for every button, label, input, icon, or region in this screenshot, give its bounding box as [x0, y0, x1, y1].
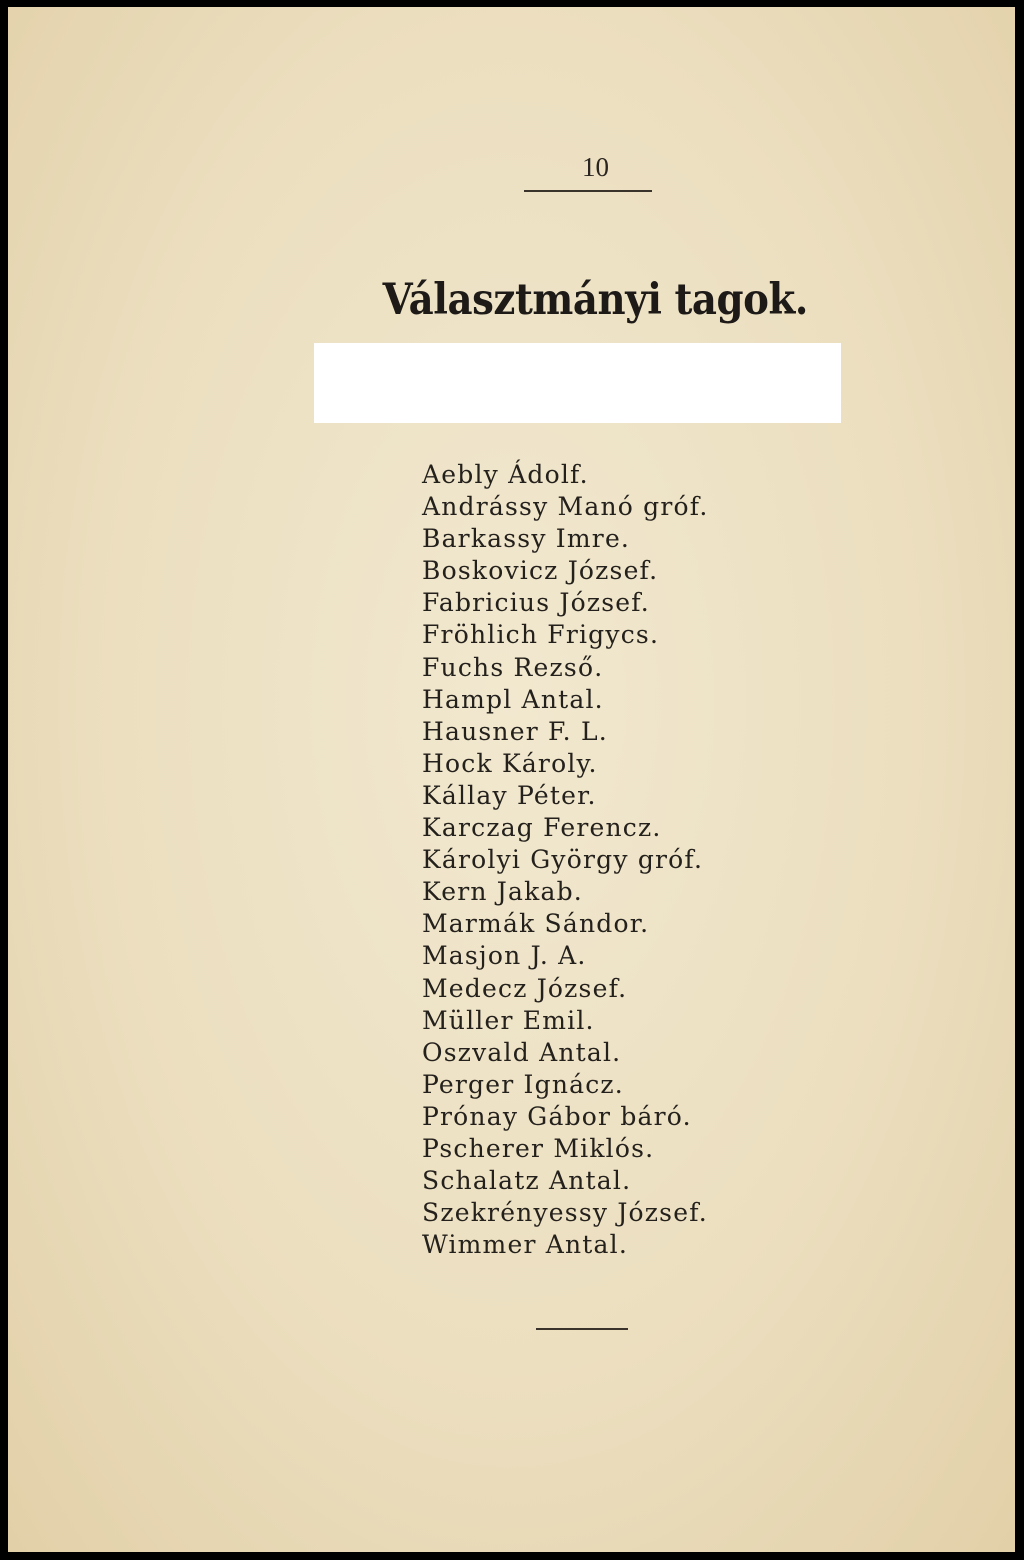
document-page — [8, 7, 1015, 1552]
member-list-item: Hausner F. L. — [422, 716, 608, 746]
page-number-rule — [524, 190, 652, 192]
member-list-item: Prónay Gábor báró. — [422, 1101, 692, 1131]
member-list-item: Fabricius József. — [422, 588, 650, 618]
member-list — [422, 459, 708, 1261]
member-list-item: Boskovicz József. — [422, 556, 659, 586]
member-list-item: Fröhlich Frigycs. — [422, 620, 660, 650]
member-list-item: Hampl Antal. — [422, 684, 604, 714]
page-heading: Választmányi tagok. — [382, 275, 808, 325]
member-list-item: Barkassy Imre. — [422, 524, 631, 554]
member-list-item: Fuchs Rezső. — [422, 652, 604, 682]
member-list-item: Müller Emil. — [422, 1005, 595, 1035]
member-list-item: Schalatz Antal. — [422, 1166, 632, 1196]
member-list-item: Kern Jakab. — [422, 877, 583, 907]
member-list-item: Wimmer Antal. — [422, 1230, 629, 1260]
member-list-item: Szekrényessy József. — [422, 1198, 708, 1228]
member-list-item: Andrássy Manó gróf. — [422, 492, 709, 522]
member-list-item: Marmák Sándor. — [422, 909, 650, 939]
member-list-item: Aebly Ádolf. — [422, 460, 589, 489]
redaction-box — [314, 343, 841, 423]
member-list-item: Oszvald Antal. — [422, 1037, 622, 1067]
member-list-item: Perger Ignácz. — [422, 1069, 624, 1099]
end-rule — [536, 1328, 628, 1330]
member-list-item: Hock Károly. — [422, 748, 598, 778]
page-number: 10 — [582, 152, 609, 182]
member-list-item: Karczag Ferencz. — [422, 813, 662, 843]
member-list-item: Masjon J. A. — [422, 941, 587, 971]
member-list-item: Kállay Péter. — [422, 780, 597, 810]
member-list-item: Pscherer Miklós. — [422, 1133, 655, 1163]
member-list-item: Medecz József. — [422, 973, 628, 1003]
member-list-item: Károlyi György gróf. — [422, 845, 704, 875]
